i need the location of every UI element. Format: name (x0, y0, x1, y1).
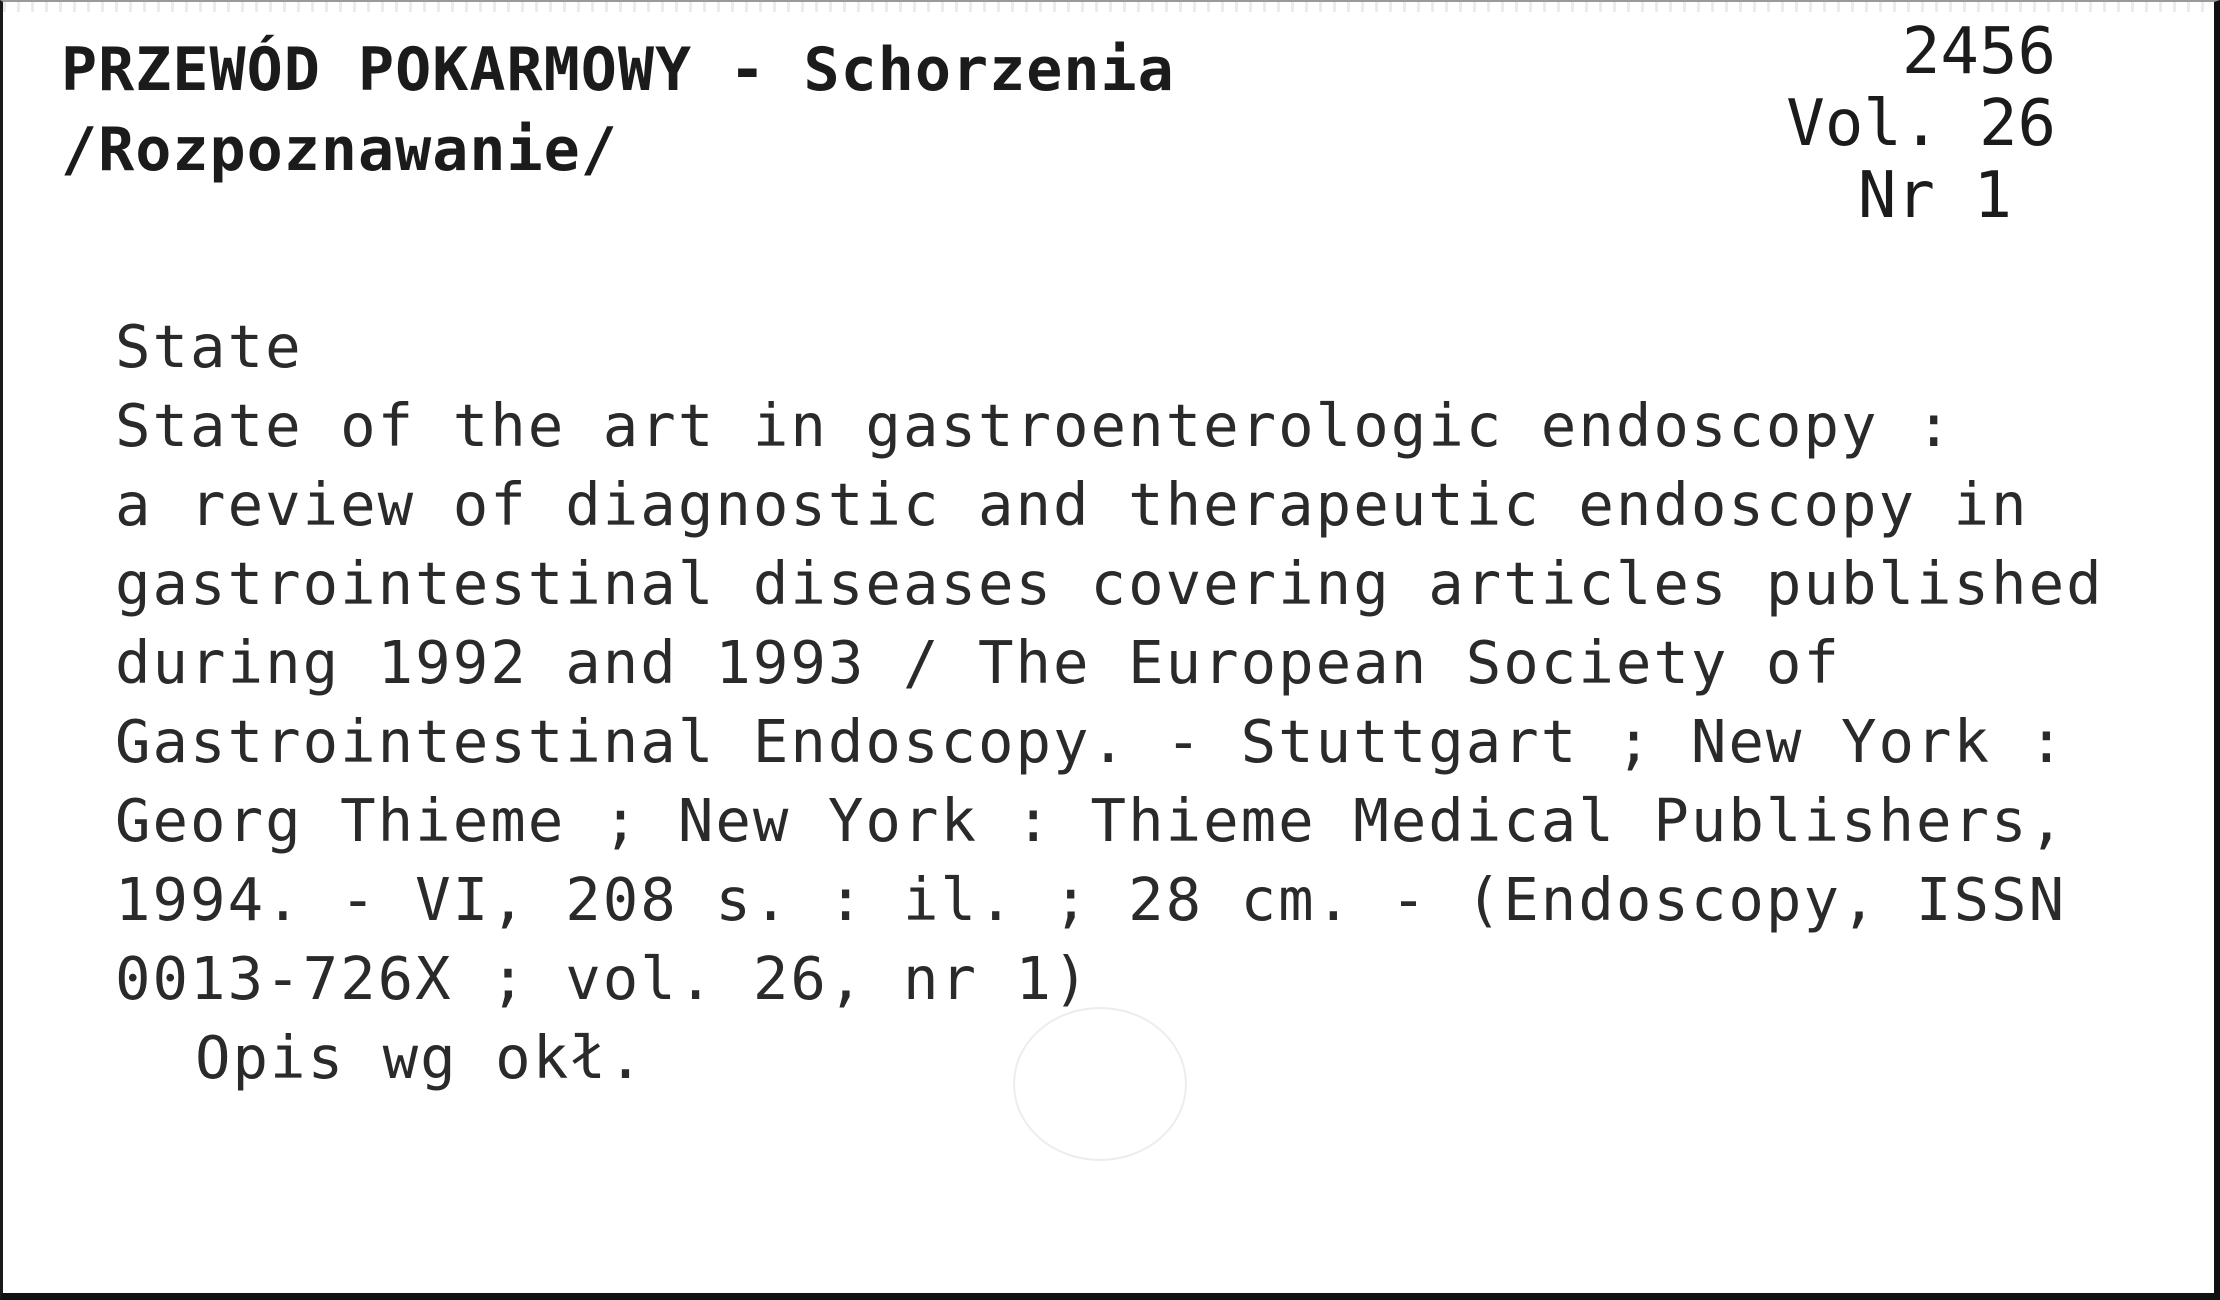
description-note: Opis wg okł. (195, 1023, 646, 1092)
call-number (1786, 16, 2056, 232)
main-entry: State (115, 312, 303, 381)
call-number-issue: Nr 1 (1857, 159, 2012, 233)
subject-heading-line-1: PRZEWÓD POKARMOWY - Schorzenia (61, 35, 1175, 105)
entry-line-4: during 1992 and 1993 / The European Society of (115, 628, 1841, 697)
bibliographic-entry (115, 307, 2104, 1097)
entry-line-7: 1994. - VI, 208 s. : il. ; 28 cm. - (Endoscopy, ISSN (115, 865, 2067, 934)
entry-line-2: a review of diagnostic and therapeutic endoscopy in (115, 470, 2029, 539)
subject-heading-line-2: /Rozpoznawanie/ (61, 115, 618, 185)
call-number-id: 2456 (1901, 15, 2056, 89)
subject-heading (61, 30, 1175, 190)
call-number-volume: Vol. 26 (1786, 87, 2056, 161)
entry-line-8: 0013-726X ; vol. 26, nr 1) (115, 944, 1091, 1013)
entry-line-3: gastrointestinal diseases covering articles published (115, 549, 2104, 618)
entry-line-6: Georg Thieme ; New York : Thieme Medical Publishers, (115, 786, 2067, 855)
entry-line-1: State of the art in gastroenterologic endoscopy : (115, 391, 1954, 460)
paper-smudge (1013, 1007, 1187, 1161)
entry-line-5: Gastrointestinal Endoscopy. - Stuttgart ; New York : (115, 707, 2067, 776)
scan-speckle (3, 2, 2220, 12)
